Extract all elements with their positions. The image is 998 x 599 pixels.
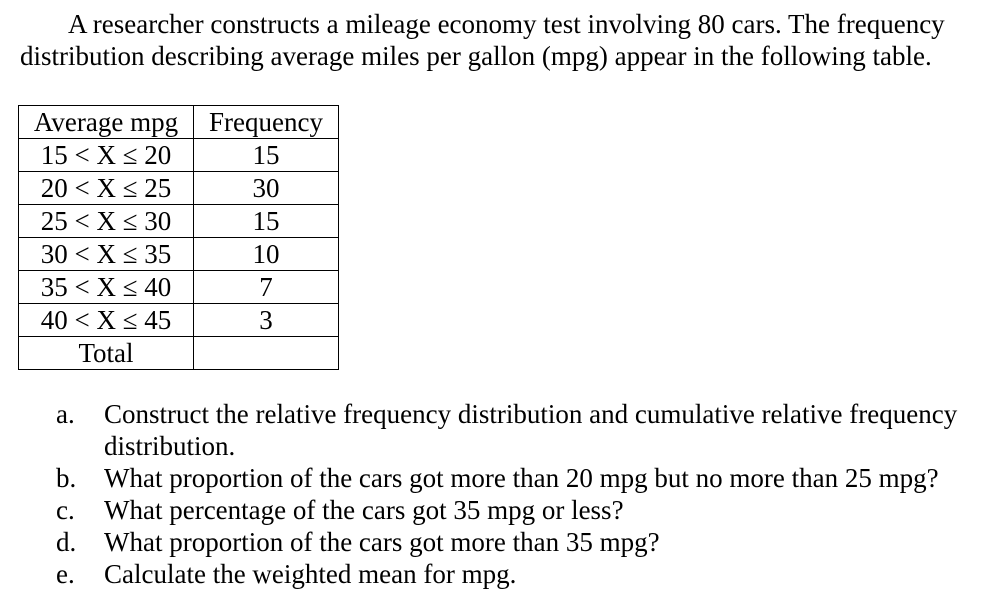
question-marker: b. <box>56 463 77 493</box>
frequency-table <box>18 105 339 370</box>
question-text: Calculate the weighted mean for mpg. <box>104 559 517 589</box>
question-item <box>56 462 976 494</box>
question-text: What percentage of the cars got 35 mpg or less? <box>104 495 624 525</box>
table-total-row <box>19 337 339 370</box>
frequency-cell: 15 <box>194 139 339 172</box>
question-marker: e. <box>56 559 75 589</box>
mpg-cell: 40 < X ≤ 45 <box>19 304 194 337</box>
mpg-cell: 25 < X ≤ 30 <box>19 205 194 238</box>
mpg-cell: 35 < X ≤ 40 <box>19 271 194 304</box>
header-average-mpg: Average mpg <box>19 106 194 139</box>
table-row <box>19 172 339 205</box>
frequency-cell: 30 <box>194 172 339 205</box>
frequency-cell: 3 <box>194 304 339 337</box>
table-row <box>19 271 339 304</box>
question-text: What proportion of the cars got more than 20 mpg but no more than 25 mpg? <box>104 463 939 493</box>
table-row <box>19 139 339 172</box>
header-frequency: Frequency <box>194 106 339 139</box>
intro-line-1: A researcher constructs a mileage economy test involving 80 cars. The frequency <box>68 9 945 39</box>
table-row <box>19 304 339 337</box>
question-item <box>56 558 976 590</box>
total-label-cell: Total <box>19 337 194 370</box>
table-row <box>19 238 339 271</box>
question-marker: d. <box>56 527 77 557</box>
mpg-cell: 30 < X ≤ 35 <box>19 238 194 271</box>
frequency-cell: 7 <box>194 271 339 304</box>
question-marker: c. <box>56 495 75 525</box>
question-item <box>56 526 976 558</box>
question-item <box>56 398 976 462</box>
total-value-cell <box>194 337 339 370</box>
frequency-cell: 15 <box>194 205 339 238</box>
frequency-cell: 10 <box>194 238 339 271</box>
mpg-cell: 20 < X ≤ 25 <box>19 172 194 205</box>
question-text: What proportion of the cars got more than 35 mpg? <box>104 527 660 557</box>
table-row <box>19 205 339 238</box>
table-header-row <box>19 106 339 139</box>
mpg-cell: 15 < X ≤ 20 <box>19 139 194 172</box>
intro-paragraph <box>20 8 980 72</box>
intro-line-2: distribution describing average miles per gallon (mpg) appear in the following table. <box>20 41 932 71</box>
question-item <box>56 494 976 526</box>
question-list <box>56 398 976 590</box>
question-text: Construct the relative frequency distribution and cumulative relative frequency distribution. <box>104 399 958 461</box>
question-marker: a. <box>56 399 75 429</box>
